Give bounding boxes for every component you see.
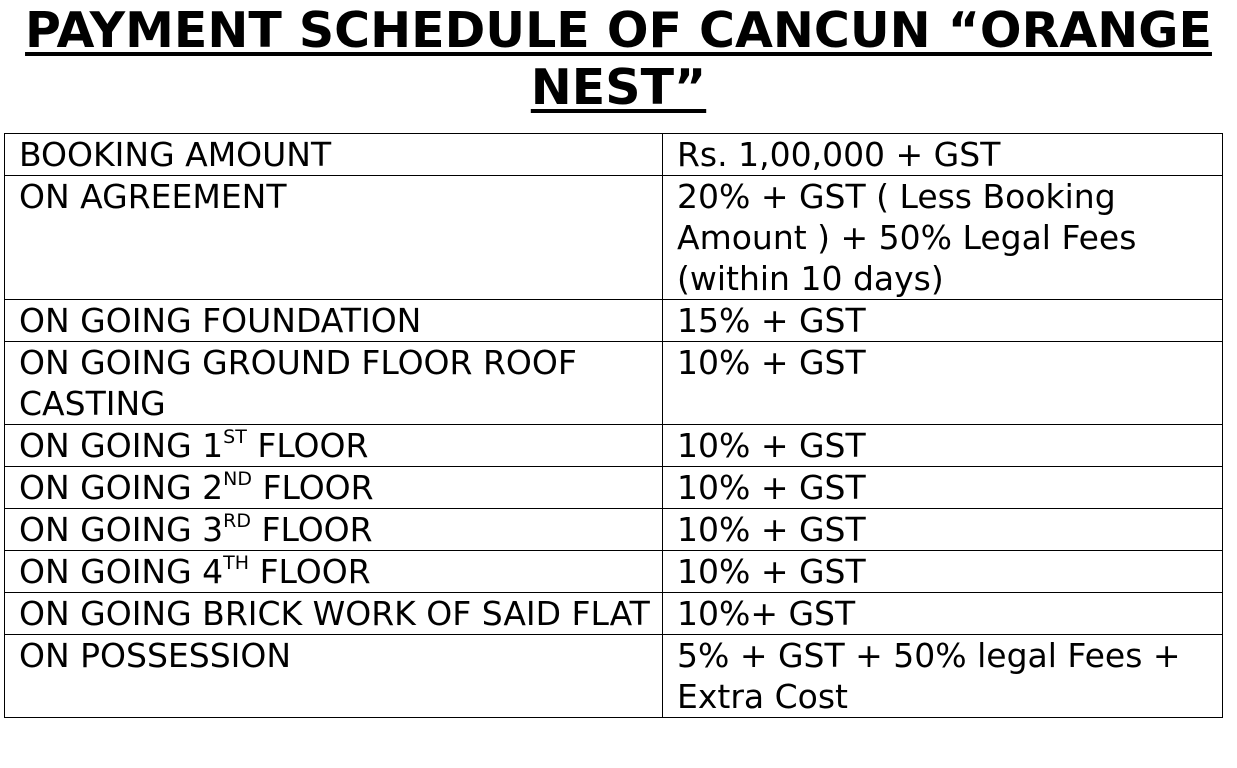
stage-cell: ON GOING FOUNDATION bbox=[5, 300, 663, 342]
amount-cell: 5% + GST + 50% legal Fees + Extra Cost bbox=[663, 635, 1223, 718]
table-row bbox=[5, 176, 1223, 300]
amount-cell: Rs. 1,00,000 + GST bbox=[663, 134, 1223, 176]
ordinal-suffix: RD bbox=[223, 510, 252, 532]
table-row bbox=[5, 551, 1223, 593]
stage-suffix: FLOOR bbox=[251, 510, 373, 549]
stage-prefix: ON GOING 2 bbox=[19, 468, 224, 507]
stage-cell bbox=[5, 467, 663, 509]
table-row bbox=[5, 593, 1223, 635]
amount-cell: 10% + GST bbox=[663, 551, 1223, 593]
ordinal-suffix: ST bbox=[223, 426, 247, 448]
table-row bbox=[5, 467, 1223, 509]
stage-cell bbox=[5, 425, 663, 467]
amount-cell: 10% + GST bbox=[663, 509, 1223, 551]
stage-suffix: FLOOR bbox=[249, 552, 371, 591]
amount-cell: 10% + GST bbox=[663, 342, 1223, 425]
table-row bbox=[5, 300, 1223, 342]
stage-cell bbox=[5, 551, 663, 593]
table-row bbox=[5, 425, 1223, 467]
stage-prefix: ON GOING 4 bbox=[19, 552, 224, 591]
amount-cell: 20% + GST ( Less Booking Amount ) + 50% Legal Fees (within 10 days) bbox=[663, 176, 1223, 300]
table-row bbox=[5, 509, 1223, 551]
page-title bbox=[0, 0, 1237, 116]
stage-prefix: ON GOING 1 bbox=[19, 426, 224, 465]
stage-suffix: FLOOR bbox=[246, 426, 369, 465]
stage-cell: ON AGREEMENT bbox=[5, 176, 663, 300]
amount-cell: 10%+ GST bbox=[663, 593, 1223, 635]
stage-cell: ON POSSESSION bbox=[5, 635, 663, 718]
stage-cell: ON GOING BRICK WORK OF SAID FLAT bbox=[5, 593, 663, 635]
amount-cell: 10% + GST bbox=[663, 467, 1223, 509]
page-title-text: PAYMENT SCHEDULE OF CANCUN “ORANGE NEST” bbox=[25, 2, 1212, 116]
stage-cell bbox=[5, 509, 663, 551]
payment-schedule-table bbox=[4, 133, 1223, 718]
amount-cell: 15% + GST bbox=[663, 300, 1223, 342]
table-row bbox=[5, 635, 1223, 718]
ordinal-suffix: ND bbox=[223, 468, 253, 490]
table-row bbox=[5, 134, 1223, 176]
table-row bbox=[5, 342, 1223, 425]
stage-prefix: ON GOING 3 bbox=[19, 510, 224, 549]
stage-suffix: FLOOR bbox=[252, 468, 374, 507]
ordinal-suffix: TH bbox=[223, 552, 250, 574]
stage-cell: BOOKING AMOUNT bbox=[5, 134, 663, 176]
stage-cell: ON GOING GROUND FLOOR ROOF CASTING bbox=[5, 342, 663, 425]
amount-cell: 10% + GST bbox=[663, 425, 1223, 467]
